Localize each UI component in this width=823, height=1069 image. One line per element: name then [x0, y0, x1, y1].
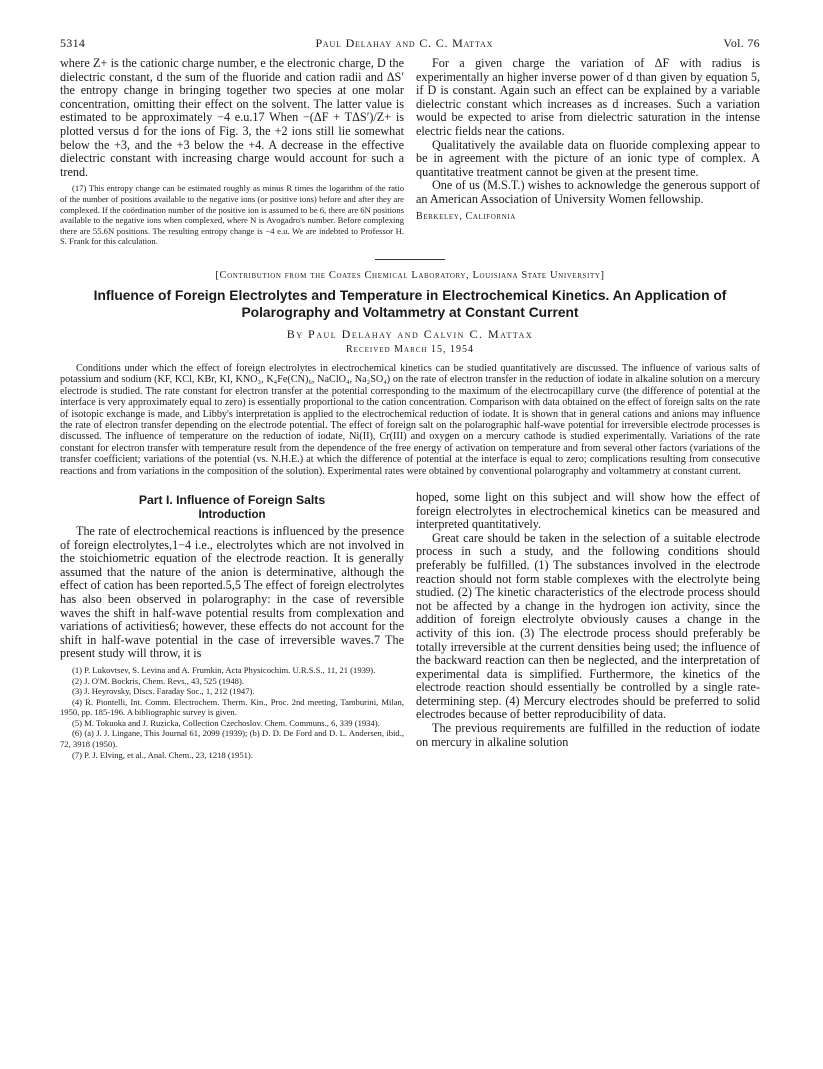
affiliation: Berkeley, California	[416, 210, 516, 222]
body-paragraph: For a given charge the variation of ΔF with radius is experimentally an higher inverse power of d than given by equation 5, if D is constant. Again such an effect can be explained by a variable dielectric constant which increases as d increases. Such a variation would be expected to arise from dielectric saturation in the intense electric fields near the cations.	[416, 56, 760, 138]
section-heading: Introduction	[198, 508, 266, 521]
part-heading: Part I. Influence of Foreign Salts	[138, 492, 326, 507]
contribution-line: [Contribution from the Coates Chemical Laboratory, Louisiana State University]	[215, 269, 605, 281]
page-number: 5314	[60, 36, 86, 50]
reference-item: (2) J. O'M. Bockris, Chem. Revs., 43, 525 (1948).	[72, 675, 244, 686]
article-authors: By Paul Delahay and Calvin C. Mattax	[286, 326, 534, 341]
top-columns	[60, 57, 760, 247]
reference-item: (3) J. Heyrovsky, Discs. Faraday Soc., 1, 212 (1947).	[72, 686, 255, 697]
reference-list	[60, 665, 404, 760]
abstract: Conditions under which the effect of foreign electrolytes in electrochemical kinetics can be studied quantitatively are discussed. The influence of various salts of potassium and sodium (KF, KCl, KBr, KI, KNO₃, K₄Fe(CN)₆, NaClO₄, Na₂SO₄) on the rate of electron transfer in the reduction of iodate in alkaline solution on a mercury electrode is studied. The rate constant for electron transfer at the potential corresponding to the maximum of the electrocapillary curve (the difference of potential at the interface is very approximately equal to zero) is essentially proportional to the cation concentration. Comparison with data obtained on the effect of foreign salts on the rate of isotopic exchange is made, and Libby's interpretation is applied to the electrochemical reduction of iodate. It is shown that in general cations and anions may influence the rate of electron transfer depending on the electrode potential. The effect of foreign salt on the polarographic half-wave potential for irreversible electrode processes is discussed. The influence of temperature on the reduction of iodate, Ni(II), Cr(III) and oxygen on a mercury cathode is studied experimentally. Variations of the rate constant for electron transfer with temperature result from the dependence of the free energy of activation on temperature and from several other factors (variations of the transfer coefficient; variations of the potential (vs. N.H.E.) at which the difference of potential at the interface is equal to zero; complications resulting from consecutive reactions and from variations in the composition of the solution). Experimental rates were obtained by conventional polarography and voltammetry at constant current.	[60, 362, 760, 477]
acknowledgment-paragraph: One of us (M.S.T.) wishes to acknowledge the generous support of an American Association of University Women fellowship.	[416, 178, 760, 206]
bottom-columns	[60, 491, 760, 760]
top-right-column	[416, 57, 760, 247]
volume-label: Vol. 76	[723, 36, 760, 50]
running-title: Paul Delahay and C. C. Mattax	[315, 36, 494, 50]
bottom-left-column	[60, 491, 404, 760]
section-divider	[375, 259, 445, 260]
body-paragraph: Qualitatively the available data on fluoride complexing appear to be in agreement with the picture of an ionic type of complex. A quantitative treatment cannot be given at the present time.	[416, 137, 760, 179]
footnote-17: (17) This entropy change can be estimated roughly as minus R times the logarithm of the ratio of the number of positions available to the negative ions (or positive ions) before and after they are complexed. If the coördination number of the positive ion is assumed to be 6, there are 6N positions available to the negative ions when complexed, where N is Avogadro's number. Before complexing there are 55.6N positions. The resulting entropy change is −4 e.u. We are indebted to Professor H. S. Frank for this calculation.	[60, 183, 404, 247]
received-date: Received March 15, 1954	[346, 343, 474, 355]
reference-item: (7) P. J. Elving, et al., Anal. Chem., 23, 1218 (1951).	[72, 749, 253, 760]
top-left-column	[60, 57, 404, 247]
article-title: Influence of Foreign Electrolytes and Temperature in Electrochemical Kinetics. An Application of Polarography and Voltammetry at Constant Current	[93, 287, 727, 320]
reference-item: (4) R. Piontelli, Int. Comm. Electrochem. Therm. Kin., Proc. 2nd meeting, Tamburini, Milan, 1950, pp. 185-196. A bibliographic survey is given.	[60, 696, 404, 718]
body-paragraph: where Z+ is the cationic charge number, e the electronic charge, D the dielectric constant, d the sum of the fluoride and cation radii and ΔS′ the entropy change in bringing together two species at one molar concentration, omitting their effect on the solvent. The latter value is estimated to be approximately −4 e.u.17 When −(ΔF + TΔS′)/Z+ is plotted versus d for the ions of Fig. 3, the +2 ions still lie somewhat below the +3, and the +3 below the +4. A decrease in the effective dielectric constant with increasing charge would account for such a trend.	[60, 56, 404, 179]
bottom-right-column	[416, 491, 760, 760]
reference-item: (5) M. Tokuoka and J. Ruzicka, Collection Czechoslov. Chem. Communs., 6, 339 (1934).	[72, 717, 380, 728]
reference-item: (6) (a) J. J. Lingane, This Journal 61, 2099 (1939); (b) D. D. De Ford and D. L. Andersen, ibid., 72, 3918 (1950).	[60, 728, 404, 750]
journal-page	[60, 36, 760, 760]
page-header	[60, 36, 760, 51]
body-paragraph: The rate of electrochemical reactions is influenced by the presence of foreign electrolytes,1−4 i.e., electrolytes which are not involved in the stoichiometric equation of the electrode reaction. It is generally assumed that the nature of the anion is determinative, although the effect of cation has been reported.5,5 The effect of foreign electrolytes has also been observed in polarography: in the case of reversible waves the shift in half-wave potential results from complexation and variations of activities6; however, these effects do not account for the shift in half-wave potential in the case of irreversible waves.7 The present study will throw, it is	[60, 523, 404, 661]
reference-item: (1) P. Lukovtsev, S. Levina and A. Frumkin, Acta Physicochim. U.R.S.S., 11, 21 (1939).	[72, 664, 376, 675]
body-paragraph: The previous requirements are fulfilled in the reduction of iodate on mercury in alkaline solution	[416, 721, 760, 749]
body-paragraph: Great care should be taken in the selection of a suitable electrode process in such a study, and the following conditions should preferably be fulfilled. (1) The substances involved in the electrode reaction should not form stable complexes with the electrolyte being studied. (2) The kinetic characteristics of the electrode process should not be affected by a change in the hydrogen ion activity, since the addition of foreign electrolyte obviously causes a change in the activity of this ion. (3) The electrode process should preferably be totally irreversible at the current densities being used; the influence of the backward reaction can then be neglected, and the interpretation of experimental data is simplified. Furthermore, the kinetics of the electrode reaction should essentially be controlled by a single rate-determining step. (4) Mercury electrodes should be preferred to solid electrodes because of better reproducibility of data.	[416, 530, 760, 722]
body-paragraph: hoped, some light on this subject and will show how the effect of foreign electrolytes in electrochemical kinetics can be measured and interpreted quantitatively.	[416, 489, 760, 532]
